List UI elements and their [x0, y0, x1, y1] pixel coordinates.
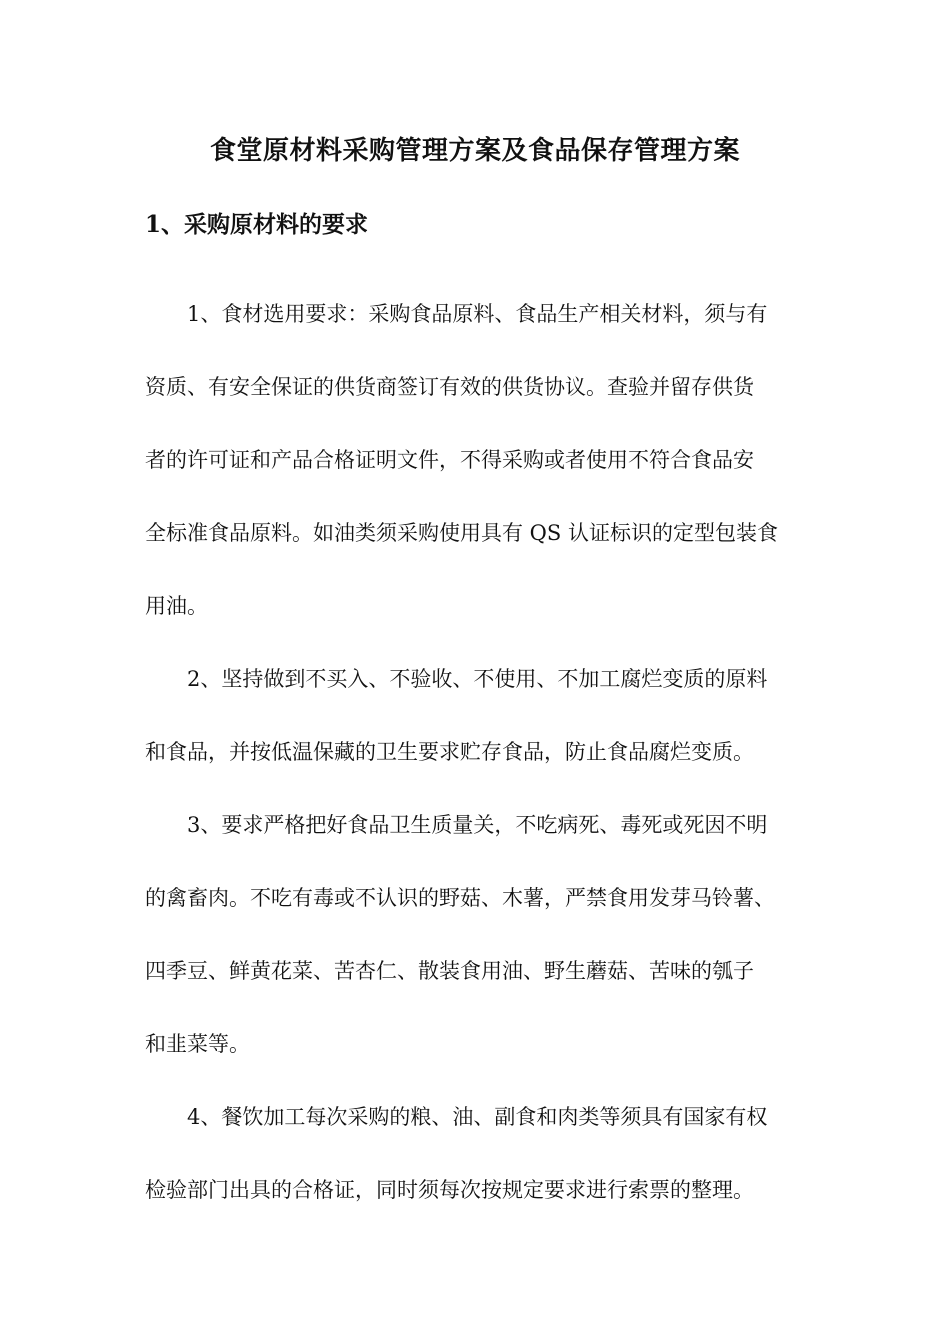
section-heading: 1、采购原材料的要求: [145, 211, 369, 238]
paragraph-line: 检验部门出具的合格证，同时须每次按规定要求进行索票的整理。: [145, 1178, 754, 1202]
paragraph-line: 者的许可证和产品合格证明文件，不得采购或者使用不符合食品安: [145, 448, 754, 472]
paragraph-line: 和韭菜等。: [145, 1032, 250, 1056]
document-title: 食堂原材料采购管理方案及食品保存管理方案: [209, 136, 740, 166]
paragraph-line: 四季豆、鲜黄花菜、苦杏仁、散装食用油、野生蘑菇、苦味的瓠子: [145, 959, 754, 983]
paragraph-line: 4、餐饮加工每次采购的粮、油、副食和肉类等须具有国家有权: [187, 1105, 768, 1129]
paragraph-line: 2、坚持做到不买入、不验收、不使用、不加工腐烂变质的原料: [187, 667, 768, 691]
paragraph-4: [145, 1081, 835, 1227]
paragraph-line: 用油。: [145, 594, 208, 618]
paragraph-line: 的禽畜肉。不吃有毒或不认识的野菇、木薯，严禁食用发芽马铃薯、: [145, 886, 775, 910]
document-body: [145, 278, 835, 1227]
paragraph-line: 3、要求严格把好食品卫生质量关，不吃病死、毒死或死因不明: [187, 813, 768, 837]
paragraph-line: 1、食材选用要求：采购食品原料、食品生产相关材料，须与有: [187, 302, 768, 326]
paragraph-line: 和食品，并按低温保藏的卫生要求贮存食品，防止食品腐烂变质。: [145, 740, 754, 764]
paragraph-1: [145, 278, 835, 643]
paragraph-line: 资质、有安全保证的供货商签订有效的供货协议。查验并留存供货: [145, 375, 754, 399]
paragraph-3: [145, 789, 835, 1081]
paragraph-line: 全标准食品原料。如油类须采购使用具有 QS 认证标识的定型包装食: [145, 521, 778, 545]
paragraph-2: [145, 643, 835, 789]
